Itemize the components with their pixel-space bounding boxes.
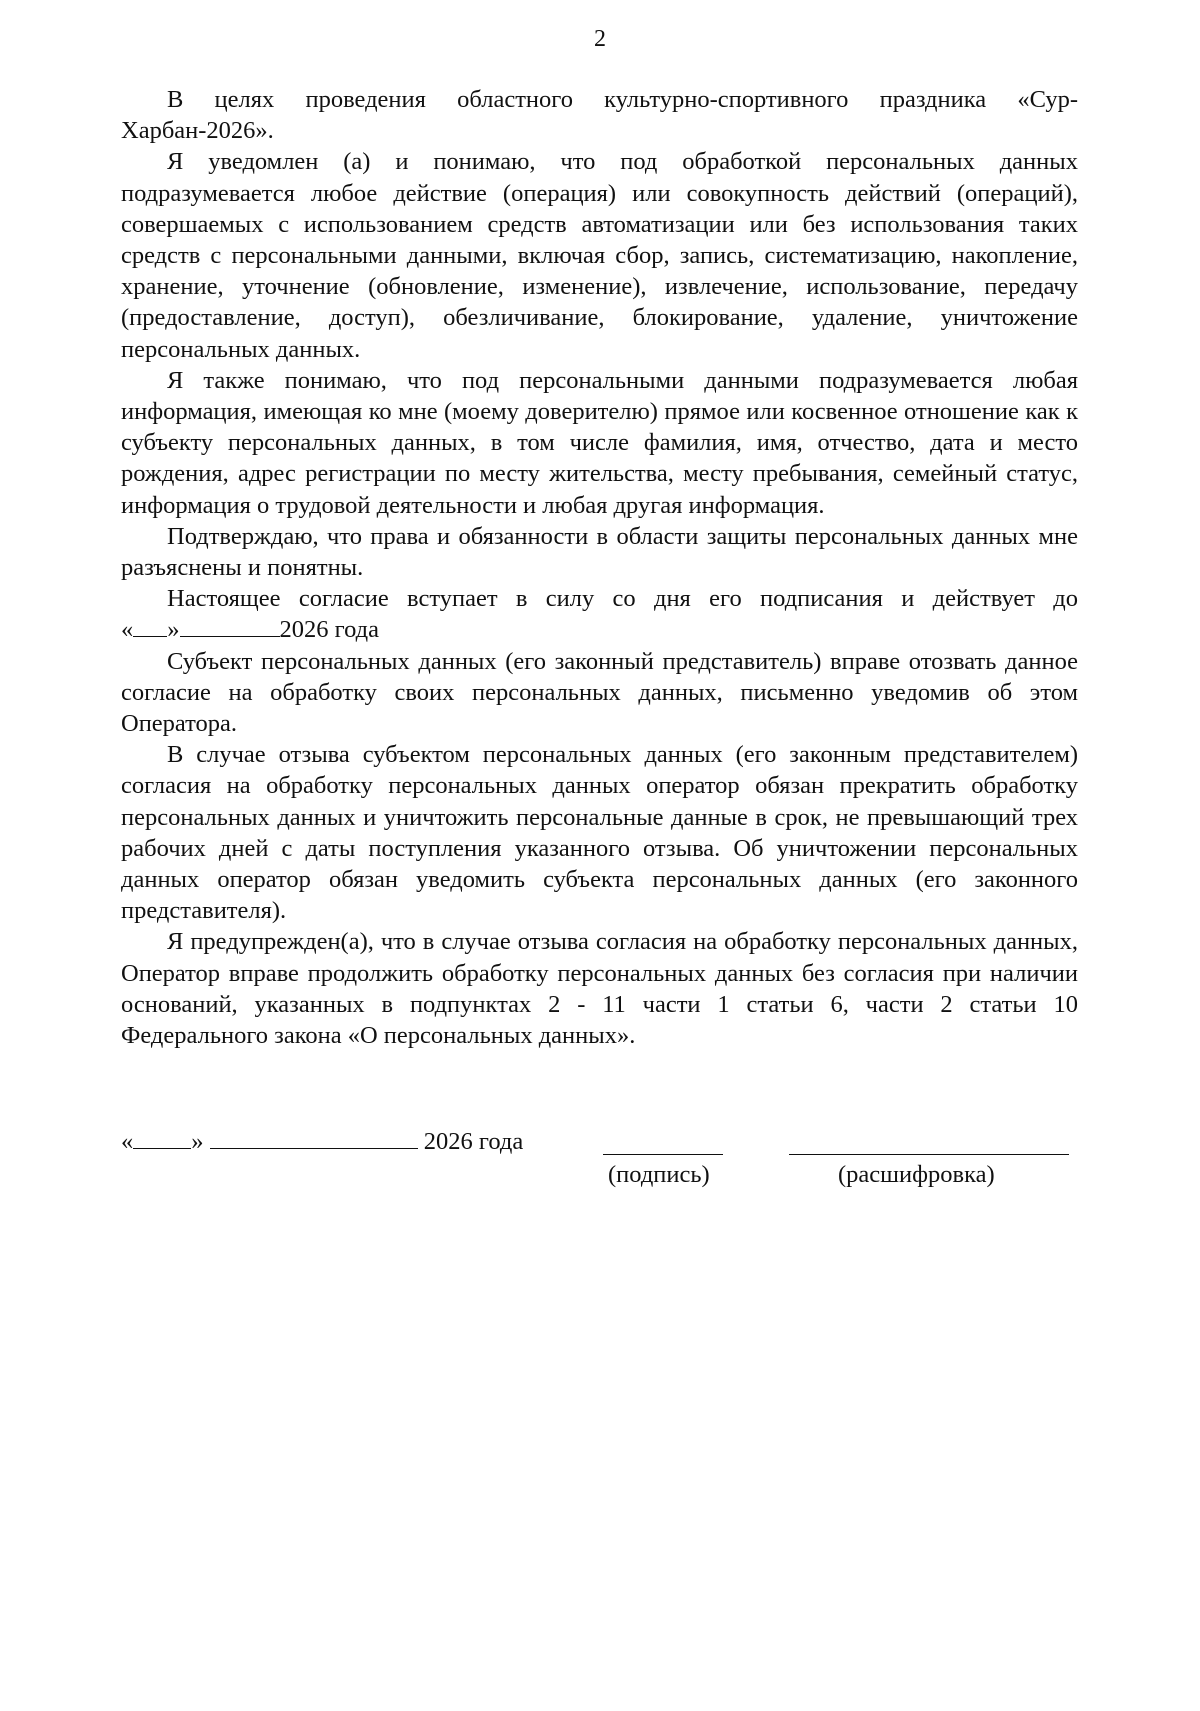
paragraph-withdrawal-procedure: В случае отзыва субъектом персональных данных (его законным представителем) согласия на обработку персональных данных оператор обязан прекратить обработку персональных данных и уничтожить персональные данные в срок, не превышающий трех рабочих дней с даты поступления указанного отзыва. Об уничтожении персональных данных оператор обязан уведомить субъекта персональных данных (его законного представителя). — [121, 741, 1078, 925]
signature-date — [121, 1126, 523, 1157]
paragraph-rights-confirmation: Подтверждаю, что права и обязанности в области защиты персональных данных мне разъяснены и понятны. — [121, 522, 1078, 582]
paragraph-warning: Я предупрежден(а), что в случае отзыва согласия на обработку персональных данных, Оператор вправе продолжить обработку персональных данных без согласия при наличии оснований, указанных в подпунктах 2 - 11 части 1 статьи 6, части 2 статьи 10 Федерального закона «О персональных данных». — [121, 928, 1078, 1050]
decoding-line[interactable] — [789, 1154, 1069, 1155]
paragraph-personal-data-definition: Я также понимаю, что под персональными данными подразумевается любая информация, имеющая ко мне (моему доверителю) прямое или косвенное отношение как к субъекту персональных данных, в том числе фамилия, имя, отчество, дата и место рождения, адрес регистрации по месту жительства, месту пребывания, семейный статус, информация о трудовой деятельности и любая другая информация. — [121, 366, 1078, 519]
paragraph-processing-definition: Я уведомлен (а) и понимаю, что под обработкой персональных данных подразумевается любое действие (операция) или совокупность действий (операций), совершаемых с использованием средств автоматизации или без использования таких средств с персональными данными, включая сбор, запись, систематизацию, накопление, хранение, уточнение (обновление, изменение), извлечение, использование, передачу (предоставление, доступ), обезличивание, блокирование, удаление, уничтожение персональных данных. — [121, 148, 1078, 363]
validity-year: 2026 года — [279, 616, 379, 644]
paragraph-withdrawal-right: Субъект персональных данных (его законный представитель) вправе отозвать данное согласие на обработку своих персональных данных, письменно уведомив об этом Оператора. — [121, 647, 1078, 738]
page-number: 2 — [594, 26, 606, 52]
paragraph-validity: Настоящее согласие вступает в силу со дня его подписания и действует до — [167, 585, 1078, 613]
month-blank[interactable] — [180, 614, 280, 637]
consent-body — [121, 84, 1078, 1051]
paragraph-purpose: В целях проведения областного культурно-спортивного праздника «Сур-Харбан-2026». — [121, 86, 1078, 145]
date-open-quote: « — [121, 616, 134, 644]
day-blank[interactable] — [133, 614, 167, 637]
signature-month-blank[interactable] — [210, 1126, 418, 1149]
signature-date-open-quote: « — [121, 1128, 134, 1155]
signature-year: 2026 года — [423, 1128, 524, 1155]
signature-line[interactable] — [603, 1154, 723, 1155]
signature-block — [121, 1126, 1081, 1206]
decoding-caption: (расшифровка) — [838, 1161, 995, 1188]
signature-date-close-quote: » — [191, 1128, 204, 1155]
signature-day-blank[interactable] — [133, 1126, 191, 1149]
date-close-quote: » — [167, 616, 180, 644]
validity-date-line — [121, 614, 1078, 645]
signature-caption: (подпись) — [608, 1161, 710, 1188]
